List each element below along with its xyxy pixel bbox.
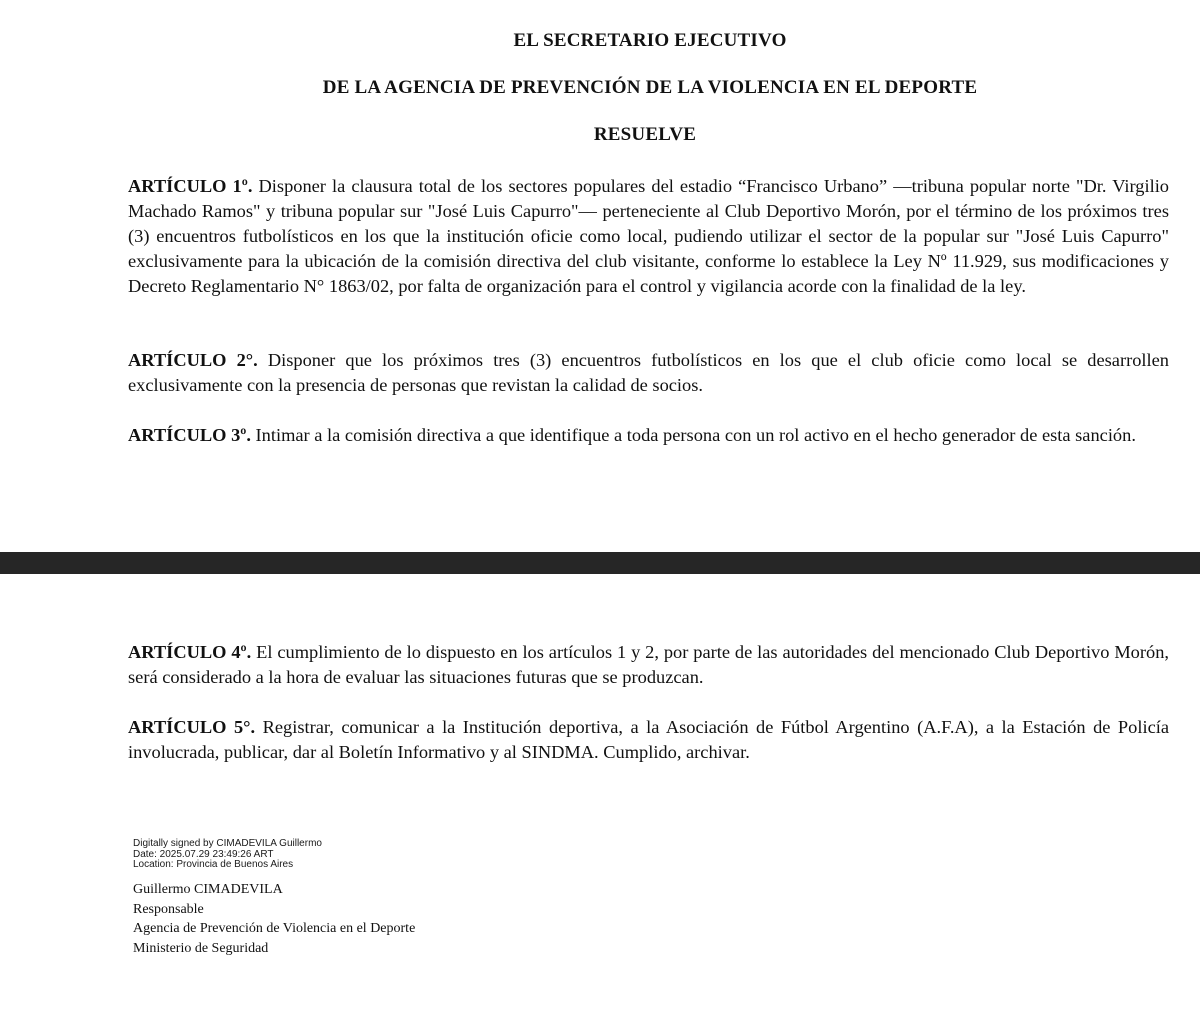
signature-location: Location: Provincia de Buenos Aires <box>133 859 294 870</box>
article-4-label: ARTÍCULO 4º. <box>128 642 252 662</box>
heading-agency: DE LA AGENCIA DE PREVENCIÓN DE LA VIOLENCIA EN EL DEPORTE <box>322 77 978 98</box>
article-1-text: Disponer la clausura total de los sectores populares del estadio “Francisco Urbano” —tribuna popular norte "Dr. Virgilio Machado Ramos" y tribuna popular sur "José Luis Capurro"— perteneciente al Club Deportivo Morón, por el término de los próximos tres (3) encuentros futbolísticos en los que la institución oficie como local, pudiendo utilizar el sector de la popular sur "José Luis Capurro" exclusivamente para la ubicación de la comisión directiva del club visitante, conforme lo establece la Ley Nº 11.929, sus modificaciones y Decreto Reglamentario N° 1863/02, por falta de organización para el control y vigilancia acorde con la finalidad de la ley. <box>128 176 1169 296</box>
article-3-label: ARTÍCULO 3º. <box>128 425 251 445</box>
signer-ministry: Ministerio de Seguridad <box>133 940 269 956</box>
signer-block <box>133 880 415 958</box>
article-2-text: Disponer que los próximos tres (3) encuentros futbolísticos en los que el club oficie como local se desarrollen exclusivamente con la presencia de personas que revistan la calidad de socios. <box>128 350 1169 395</box>
article-3-text: Intimar a la comisión directiva a que identifique a toda persona con un rol activo en el hecho generador de esta sanción. <box>255 425 1136 445</box>
article-3 <box>128 423 1169 448</box>
digital-signature-stamp <box>133 839 322 871</box>
article-2-label: ARTÍCULO 2°. <box>128 350 258 370</box>
signature-date: Date: 2025.07.29 23:49:26 ART <box>133 848 274 860</box>
signer-name: Guillermo CIMADEVILA <box>133 882 283 897</box>
article-5-label: ARTÍCULO 5°. <box>128 717 256 737</box>
article-5 <box>128 715 1169 765</box>
article-2 <box>128 348 1169 398</box>
signature-signed-by: Digitally signed by CIMADEVILA Guillermo <box>133 838 322 849</box>
article-1-label: ARTÍCULO 1º. <box>128 176 253 196</box>
signer-agency: Agencia de Prevención de Violencia en el Deporte <box>133 921 416 936</box>
article-4 <box>128 640 1169 690</box>
article-4-text: El cumplimiento de lo dispuesto en los artículos 1 y 2, por parte de las autoridades del mencionado Club Deportivo Morón, será considerado a la hora de evaluar las situaciones futuras que se produzcan. <box>128 642 1169 687</box>
page-break-divider <box>0 552 1200 574</box>
article-5-text: Registrar, comunicar a la Institución deportiva, a la Asociación de Fútbol Argentino (A.F.A), a la Estación de Policía involucrada, publicar, dar al Boletín Informativo y al SINDMA. Cumplido, archivar. <box>128 717 1170 762</box>
heading-secretary: EL SECRETARIO EJECUTIVO <box>513 30 787 51</box>
heading-resuelve: RESUELVE <box>593 124 697 145</box>
article-1 <box>128 174 1169 299</box>
signer-role: Responsable <box>133 901 204 917</box>
